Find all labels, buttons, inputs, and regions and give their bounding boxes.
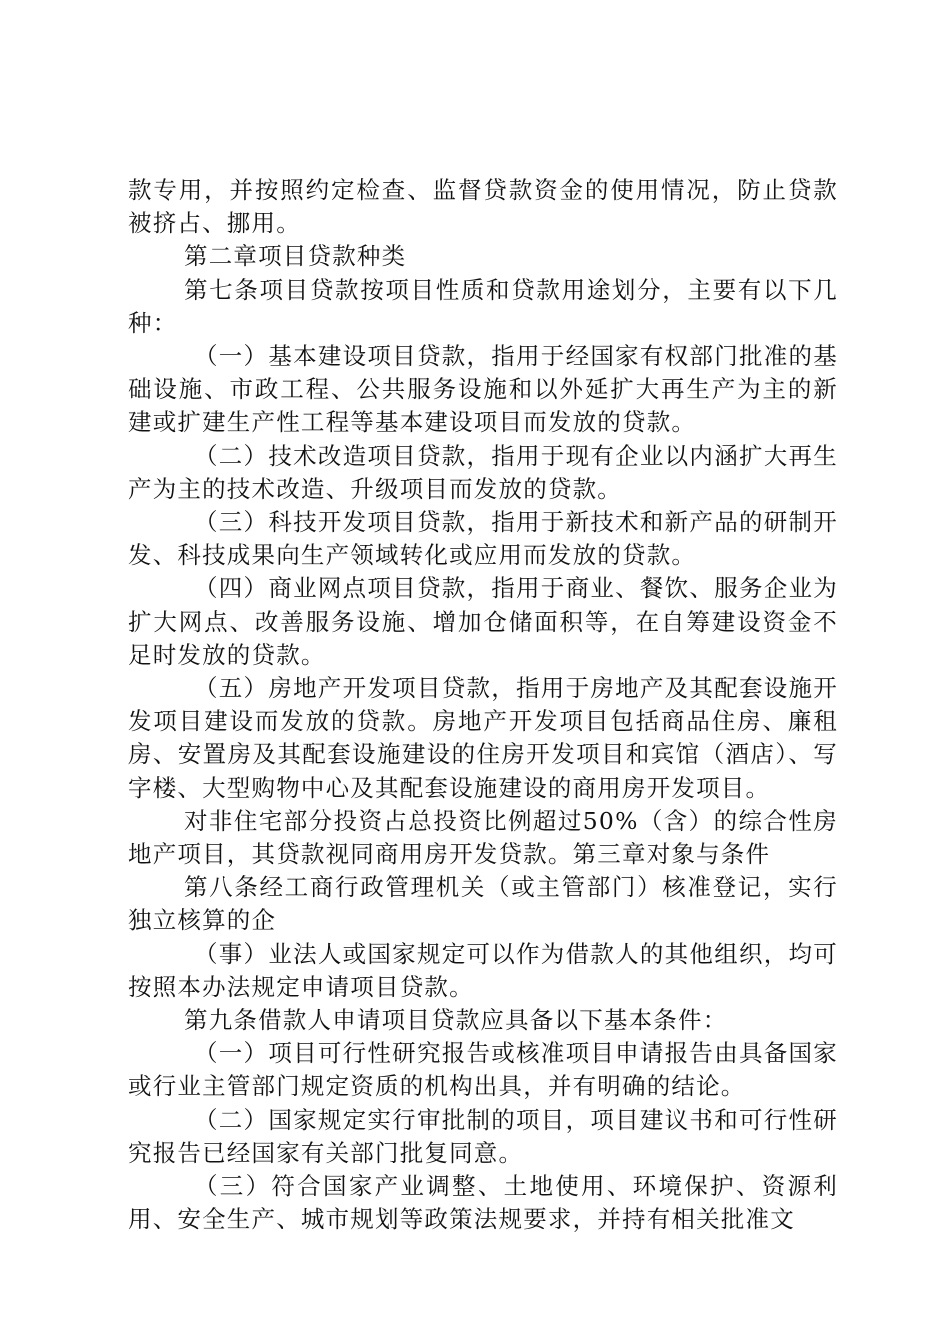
article-7-item-3: （三）科技开发项目贷款，指用于新技术和新产品的研制开发、科技成果向生产领域转化或应用而发放的贷款。 (128, 508, 838, 570)
article-7-item-1: （一）基本建设项目贷款，指用于经国家有权部门批准的基础设施、市政工程、公共服务设施和以外延扩大再生产为主的新建或扩建生产性工程等基本建设项目而发放的贷款。 (128, 342, 838, 437)
paragraph-continuation: 款专用，并按照约定检查、监督贷款资金的使用情况，防止贷款被挤占、挪用。 (128, 176, 838, 238)
document-body (128, 174, 838, 1237)
article-7-item-5: （五）房地产开发项目贷款，指用于房地产及其配套设施开发项目建设而发放的贷款。房地产开发项目包括商品住房、廉租房、安置房及其配套设施建设的住房开发项目和宾馆（酒店）、写字楼、大型购物中心及其配套设施建设的商用房开发项目。 (128, 674, 838, 802)
article-8-continuation: （事）业法人或国家规定可以作为借款人的其他组织，均可按照本办法规定申请项目贷款。 (128, 939, 838, 1001)
article-9-item-2: （二）国家规定实行审批制的项目，项目建议书和可行性研究报告已经国家有关部门批复同意。 (128, 1105, 838, 1167)
article-9: 第九条借款人申请项目贷款应具备以下基本条件： (184, 1006, 728, 1035)
article-8: 第八条经工商行政管理机关（或主管部门）核准登记，实行独立核算的企 (128, 873, 838, 935)
article-7: 第七条项目贷款按项目性质和贷款用途划分，主要有以下几种： (128, 275, 838, 337)
article-9-item-1: （一）项目可行性研究报告或核准项目申请报告由具备国家或行业主管部门规定资质的机构出具，并有明确的结论。 (128, 1039, 838, 1101)
article-7-item-2: （二）技术改造项目贷款，指用于现有企业以内涵扩大再生产为主的技术改造、升级项目而发放的贷款。 (128, 441, 838, 503)
article-9-item-3: （三）符合国家产业调整、土地使用、环境保护、资源利用、安全生产、城市规划等政策法规要求，并持有相关批准文 (128, 1172, 838, 1234)
article-7-item-4: （四）商业网点项目贷款，指用于商业、餐饮、服务企业为扩大网点、改善服务设施、增加仓储面积等，在自筹建设资金不足时发放的贷款。 (128, 574, 838, 669)
mixed-use-note: 对非住宅部分投资占总投资比例超过50%（含）的综合性房地产项目，其贷款视同商用房开发贷款。第三章对象与条件 (128, 806, 838, 869)
chapter-heading-2: 第二章项目贷款种类 (184, 242, 407, 271)
